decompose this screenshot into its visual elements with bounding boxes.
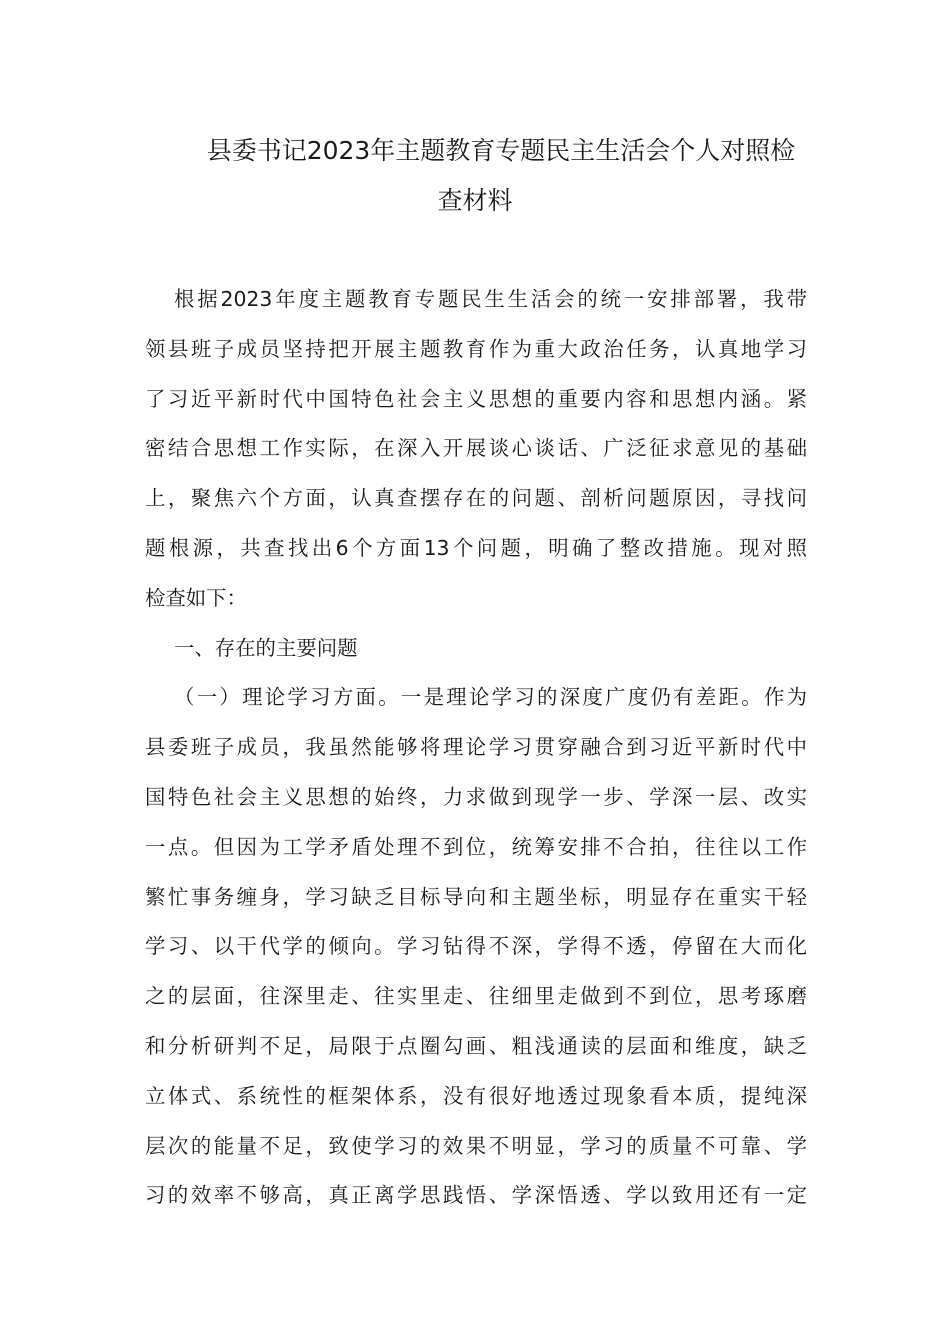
paragraph-line: 题根源，共查找出6个方面13个问题，明确了整改措施。现对照	[145, 535, 807, 560]
title-line-1: 县委书记2023年主题教育专题民主生活会个人对照检	[206, 136, 796, 165]
paragraph-line: 和分析研判不足，局限于点圈勾画、粗浅通读的层面和维度，缺乏	[145, 1033, 807, 1058]
document-title	[0, 126, 950, 226]
document-body	[145, 275, 807, 1221]
paragraph-line: 繁忙事务缠身，学习缺乏目标导向和主题坐标，明显存在重实干轻	[145, 884, 807, 909]
paragraph-line: 县委班子成员，我虽然能够将理论学习贯穿融合到习近平新时代中	[145, 735, 807, 760]
section-heading: 一、存在的主要问题	[174, 635, 358, 660]
paragraph-line: 之的层面，往深里走、往实里走、往细里走做到不到位，思考琢磨	[145, 984, 807, 1009]
paragraph-line: （一）理论学习方面。一是理论学习的深度广度仍有差距。作为	[174, 685, 807, 710]
paragraph-line: 上，聚焦六个方面，认真查摆存在的问题、剖析问题原因，寻找问	[145, 486, 807, 511]
paragraph-line: 根据2023年度主题教育专题民生生活会的统一安排部署，我带	[174, 287, 807, 311]
paragraph-line: 检查如下：	[145, 585, 247, 610]
paragraph-line: 领县班子成员坚持把开展主题教育作为重大政治任务，认真地学习	[145, 336, 807, 361]
paragraph-line: 立体式、系统性的框架体系，没有很好地透过现象看本质，提纯深	[145, 1083, 807, 1108]
paragraph-line: 密结合思想工作实际，在深入开展谈心谈话、广泛征求意见的基础	[145, 436, 807, 461]
paragraph-line: 习的效率不够高，真正离学思践悟、学深悟透、学以致用还有一定	[145, 1183, 807, 1208]
paragraph-line: 国特色社会主义思想的始终，力求做到现学一步、学深一层、改实	[145, 784, 807, 809]
paragraph-line: 学习、以干代学的倾向。学习钻得不深，学得不透，停留在大而化	[145, 934, 807, 959]
title-line-2: 查材料	[437, 186, 513, 215]
paragraph-line: 层次的能量不足，致使学习的效果不明显，学习的质量不可靠、学	[145, 1133, 807, 1158]
paragraph-line: 了习近平新时代中国特色社会主义思想的重要内容和思想内涵。紧	[145, 386, 807, 411]
paragraph-line: 一点。但因为工学矛盾处理不到位，统筹安排不合拍，往往以工作	[145, 834, 807, 859]
